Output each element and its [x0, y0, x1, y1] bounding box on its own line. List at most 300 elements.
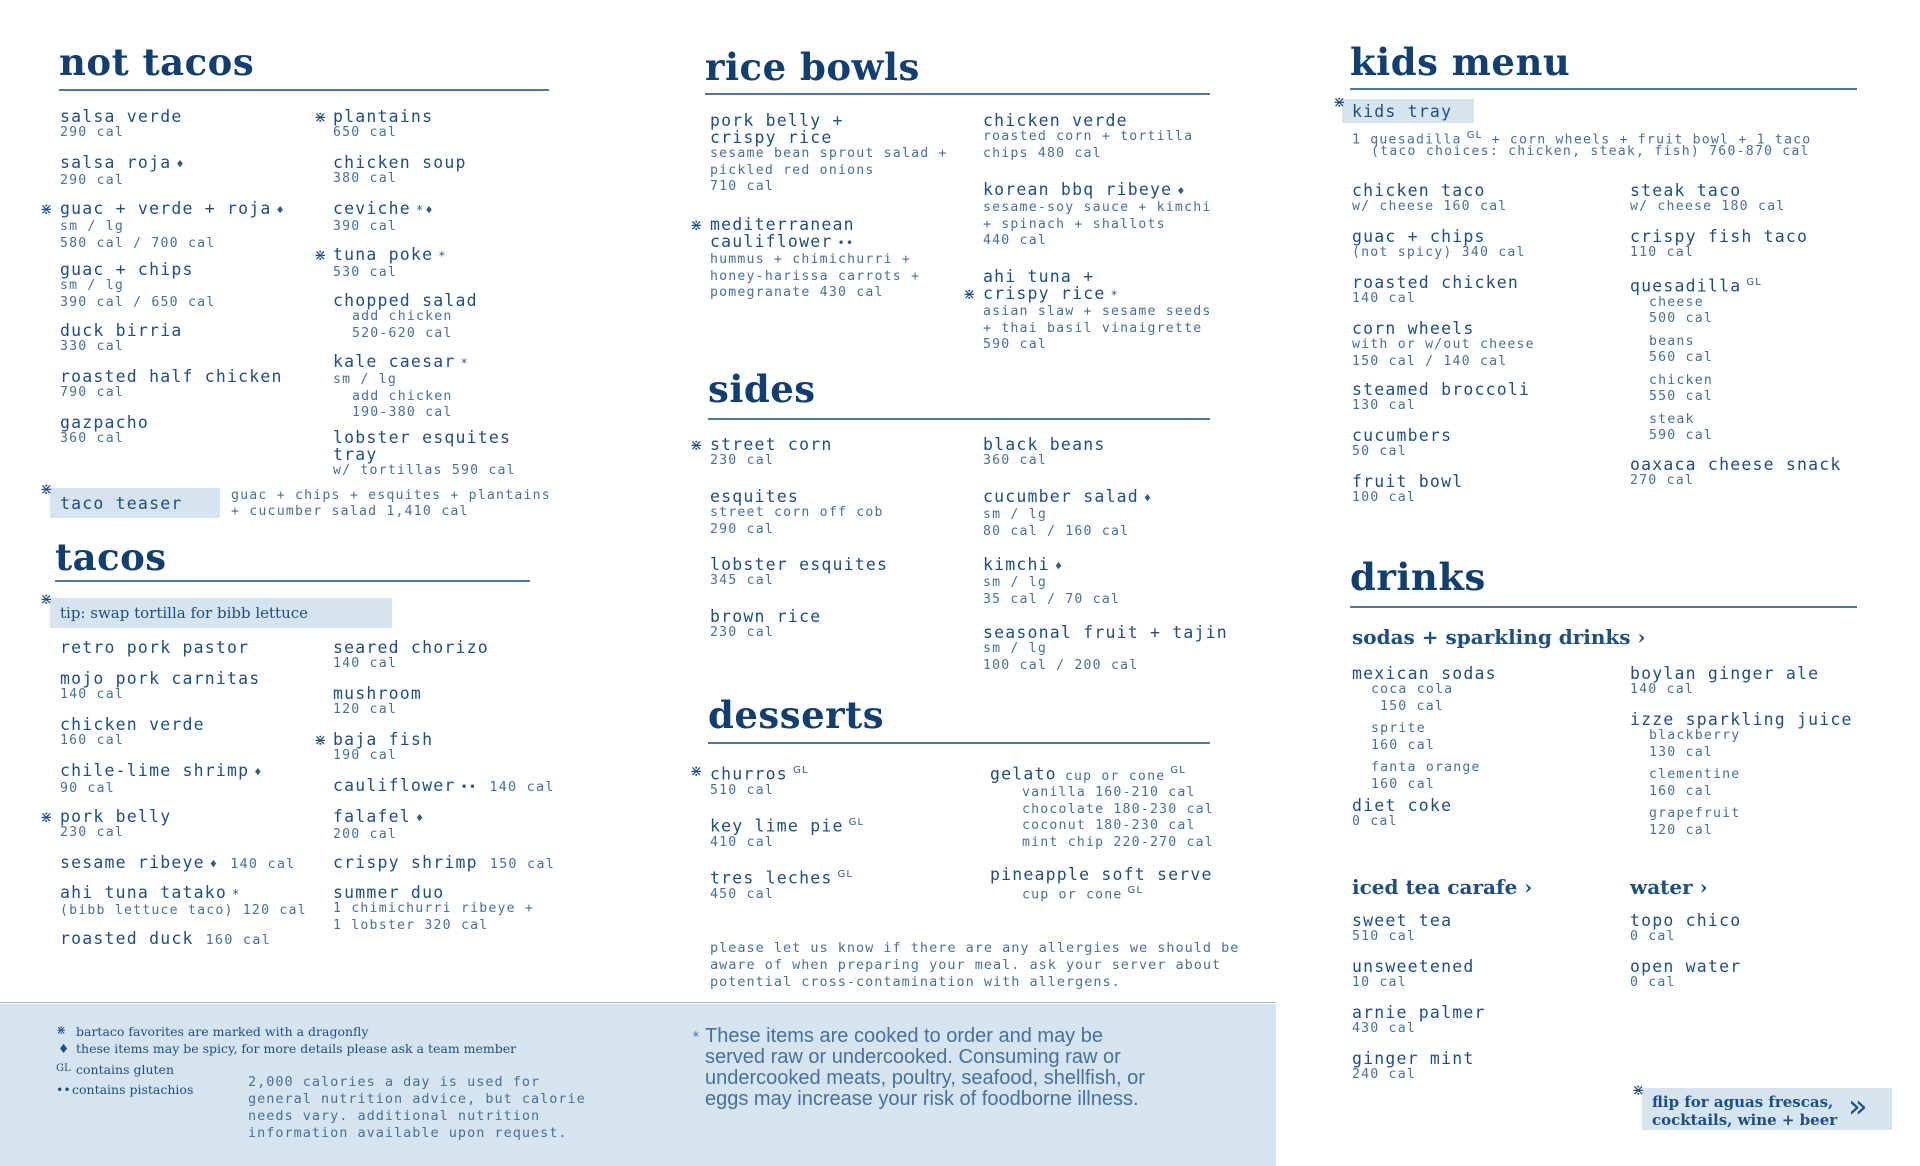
- raw-food-note-line: undercooked meats, poultry, seafood, shellfish, or: [705, 1067, 1145, 1089]
- nutrition-note-line: general nutrition advice, but calorie: [248, 1091, 586, 1107]
- item-description: pickled red onions: [710, 162, 875, 178]
- item-calories: 140 cal: [1630, 682, 1694, 697]
- item-calories: 500 cal: [1649, 311, 1713, 326]
- dragonfly-icon: ⋇: [40, 200, 53, 218]
- item-calories: 410 cal: [710, 834, 774, 850]
- item-calories: 650 cal: [333, 125, 397, 140]
- item-option: grapefruit: [1649, 806, 1741, 821]
- nutrition-note-line: information available upon request.: [248, 1125, 568, 1141]
- menu-item-pork-belly-crispy-rice: [710, 112, 948, 196]
- item-calories: 0 cal: [1630, 929, 1676, 944]
- item-calories: 510 cal: [1352, 929, 1416, 944]
- item-calories: 390 cal: [333, 219, 397, 234]
- item-name: lobster esquites: [333, 428, 512, 447]
- item-calories: 90 cal: [60, 781, 115, 796]
- item-name: plantains: [333, 107, 434, 126]
- gluten-icon: GL: [1746, 277, 1763, 288]
- taco-teaser-line2: + cucumber salad 1,410 cal: [231, 504, 469, 519]
- menu-item-crispy-shrimp: [333, 854, 555, 873]
- menu-item-boylan-ginger-ale: [1630, 665, 1819, 699]
- item-option: beans: [1649, 333, 1695, 349]
- item-calories: 510 cal: [710, 782, 774, 798]
- item-calories: 390 cal / 650 cal: [60, 294, 216, 310]
- item-name: pork belly +: [710, 111, 844, 130]
- gelato-flavor: coconut 180-230 cal: [1022, 818, 1196, 833]
- menu-item-pork-belly-taco: [60, 808, 171, 842]
- menu-item-gazpacho: [60, 414, 149, 448]
- item-calories: 430 cal: [1352, 1021, 1416, 1036]
- pistachio-icon: ••: [837, 236, 855, 250]
- item-name: oaxaca cheese snack: [1630, 455, 1842, 474]
- gluten-icon: GL: [792, 765, 809, 776]
- item-calories: 160 cal: [60, 733, 124, 748]
- section-title-not-tacos: not tacos: [59, 40, 255, 84]
- item-note: cup or cone: [1022, 887, 1123, 903]
- item-calories: 230 cal: [60, 825, 124, 840]
- item-name: street corn: [710, 435, 833, 454]
- spicy-icon: ♦: [254, 765, 263, 779]
- section-divider: [1350, 606, 1857, 608]
- item-name: chicken soup: [333, 153, 467, 172]
- raw-food-note-line: served raw or undercooked. Consuming raw or: [705, 1046, 1121, 1068]
- section-divider: [55, 580, 530, 582]
- item-name: diet coke: [1352, 796, 1453, 815]
- item-calories: 110 cal: [1630, 245, 1694, 260]
- item-calories: 520-620 cal: [352, 325, 453, 341]
- menu-item-topo-chico: [1630, 912, 1741, 946]
- item-calories: 140 cal: [1352, 291, 1416, 306]
- tacos-tip: tip: swap tortilla for bibb lettuce: [60, 604, 309, 622]
- item-name: brown rice: [710, 607, 822, 626]
- item-name: key lime pie: [710, 816, 844, 836]
- item-description: with or w/out cheese: [1352, 337, 1535, 352]
- item-name: tuna poke: [333, 245, 434, 264]
- item-name: mushroom: [333, 684, 423, 703]
- menu-item-mediterranean-cauliflower: [710, 216, 920, 302]
- menu-item-street-corn: [710, 436, 832, 470]
- item-calories: 230 cal: [710, 453, 774, 468]
- drinks-subheading-water: water ›: [1630, 875, 1708, 899]
- menu-item-black-beans: [983, 436, 1105, 470]
- item-name: korean bbq ribeye: [983, 180, 1173, 199]
- menu-item-unsweetened: [1352, 958, 1474, 992]
- dragonfly-icon: ⋇: [40, 808, 53, 826]
- item-name-line2: cauliflower: [710, 232, 833, 251]
- item-calories: 290 cal: [60, 173, 124, 188]
- item-calories: 130 cal: [1352, 398, 1416, 413]
- item-calories: 330 cal: [60, 339, 124, 354]
- item-name: seared chorizo: [333, 638, 489, 657]
- item-name: roasted half chicken: [60, 367, 283, 386]
- item-name: chile-lime shrimp: [60, 761, 250, 780]
- item-size: sm / lg: [983, 575, 1047, 590]
- item-name: steamed broccoli: [1352, 380, 1531, 399]
- kids-tray-label: kids tray: [1352, 102, 1453, 121]
- item-name: ceviche: [333, 199, 411, 218]
- item-name: mexican sodas: [1352, 664, 1497, 683]
- taco-teaser-label: taco teaser: [60, 494, 183, 513]
- menu-item-guac-chips: [60, 261, 215, 311]
- item-calories: 140 cal: [333, 656, 397, 671]
- item-name-line2: crispy rice: [983, 284, 1106, 303]
- item-calories: 150 cal: [489, 856, 556, 872]
- menu-item-mojo-pork-carnitas: [60, 670, 260, 704]
- item-name: esquites: [710, 487, 800, 506]
- item-name: ahi tuna +: [983, 267, 1095, 286]
- dragonfly-icon: ⋇: [1632, 1081, 1645, 1099]
- item-calories: 290 cal: [60, 125, 124, 140]
- item-option: cheese: [1649, 294, 1704, 310]
- section-divider: [705, 93, 1210, 95]
- raw-asterisk-icon: *: [460, 356, 469, 370]
- dragonfly-icon: ⋇: [56, 1023, 67, 1037]
- item-calories: 360 cal: [60, 431, 124, 446]
- menu-item-kids-roasted-chicken: [1352, 274, 1519, 308]
- item-name: izze sparkling juice: [1630, 710, 1853, 729]
- gelato-flavor: vanilla 160-210 cal: [1022, 785, 1196, 800]
- dragonfly-icon: ⋇: [40, 590, 53, 608]
- item-calories: chips 480 cal: [983, 145, 1102, 161]
- menu-item-falafel: [333, 808, 424, 844]
- gluten-icon: GL: [1466, 130, 1483, 141]
- raw-asterisk-icon: *: [232, 887, 241, 901]
- item-calories: w/ tortillas 590 cal: [333, 463, 516, 478]
- item-name: boylan ginger ale: [1630, 664, 1820, 683]
- item-name: cucumbers: [1352, 426, 1453, 445]
- spicy-icon: ♦: [1177, 184, 1186, 198]
- menu-item-brown-rice: [710, 608, 821, 642]
- spicy-icon: ♦: [276, 203, 285, 217]
- footer-divider: [0, 1002, 1276, 1003]
- item-description: sesame bean sprout salad +: [710, 146, 948, 161]
- item-calories: (not spicy) 340 cal: [1352, 245, 1526, 260]
- menu-item-kids-guac-chips: [1352, 228, 1526, 262]
- kids-tray-quesadilla: 1 quesadilla: [1352, 132, 1462, 148]
- item-name: pineapple soft serve: [990, 865, 1213, 884]
- nutrition-note-line: needs vary. additional nutrition: [248, 1108, 541, 1124]
- item-calories: 50 cal: [1352, 444, 1407, 459]
- section-title-sides: sides: [708, 367, 816, 411]
- item-name: gelato: [990, 764, 1057, 784]
- item-option: add chicken: [352, 309, 453, 324]
- double-chevron-right-icon[interactable]: »: [1848, 1087, 1868, 1125]
- menu-item-ahi-tuna-crispy-rice: [983, 268, 1212, 354]
- item-calories: pomegranate 430 cal: [710, 285, 884, 300]
- item-calories: 1 lobster 320 cal: [333, 917, 489, 933]
- menu-item-seasonal-fruit-tajin: [983, 624, 1228, 674]
- kids-tray-line2: (taco choices: chicken, steak, fish) 760-870 cal: [1371, 144, 1810, 159]
- menu-item-ceviche: [333, 200, 434, 236]
- menu-item-kids-quesadilla: [1630, 274, 1762, 445]
- item-name: kale caesar: [333, 352, 456, 371]
- item-calories: 440 cal: [983, 233, 1047, 248]
- allergy-note-line: please let us know if there are any allergies we should be: [710, 940, 1240, 956]
- legend-gluten: contains gluten: [76, 1062, 175, 1077]
- drinks-subheading-sodas: sodas + sparkling drinks ›: [1352, 625, 1646, 649]
- item-calories: 140 cal: [230, 856, 296, 872]
- item-name: quesadilla: [1630, 276, 1742, 296]
- dragonfly-icon: ⋇: [314, 731, 327, 749]
- item-name: kimchi: [983, 555, 1050, 574]
- item-name: cucumber salad: [983, 487, 1139, 506]
- item-calories: 140 cal: [489, 779, 555, 795]
- item-name: duck birria: [60, 321, 183, 340]
- gluten-icon: GL: [848, 817, 865, 828]
- item-description: + spinach + shallots: [983, 216, 1166, 232]
- item-description: honey-harissa carrots +: [710, 268, 921, 284]
- gelato-flavor: mint chip 220-270 cal: [1022, 834, 1214, 850]
- menu-item-kids-cucumbers: [1352, 427, 1452, 461]
- flip-callout-line2: cocktails, wine + beer: [1652, 1111, 1838, 1129]
- item-calories: 550 cal: [1649, 389, 1713, 404]
- item-description: 1 chimichurri ribeye +: [333, 901, 535, 916]
- item-name: falafel: [333, 807, 411, 826]
- item-calories: 150 cal: [1380, 698, 1444, 714]
- gluten-icon: GL: [837, 869, 854, 880]
- spicy-icon: ♦: [1143, 491, 1153, 505]
- item-calories: 120 cal: [1649, 822, 1713, 838]
- menu-item-kids-corn-wheels: [1352, 320, 1535, 370]
- menu-item-kale-caesar: [333, 353, 469, 422]
- item-calories: 240 cal: [1352, 1067, 1416, 1082]
- item-option: coca cola: [1371, 682, 1454, 697]
- item-calories: 35 cal / 70 cal: [983, 591, 1121, 607]
- menu-item-guac-verde-roja: [60, 200, 285, 252]
- item-name: seasonal fruit + tajin: [983, 623, 1228, 642]
- item-name: lobster esquites: [710, 555, 889, 574]
- item-option: fanta orange: [1371, 760, 1481, 775]
- item-calories: 590 cal: [1649, 428, 1713, 443]
- item-name: chicken verde: [983, 111, 1128, 130]
- menu-item-chopped-salad: [333, 292, 478, 342]
- item-description: + thai basil vinaigrette: [983, 320, 1203, 336]
- section-title-drinks: drinks: [1350, 555, 1486, 599]
- item-calories: 150 cal / 140 cal: [1352, 353, 1508, 369]
- dragonfly-icon: ⋇: [314, 108, 327, 126]
- item-name: pork belly: [60, 807, 172, 826]
- item-calories: 100 cal: [1352, 490, 1416, 505]
- spicy-icon: ♦: [209, 857, 219, 871]
- menu-item-pineapple-soft-serve: [990, 866, 1213, 904]
- menu-item-kids-steamed-broccoli: [1352, 381, 1530, 415]
- item-calories: 80 cal / 160 cal: [983, 523, 1130, 539]
- flip-callout-line1: flip for aguas frescas,: [1652, 1093, 1834, 1111]
- menu-item-ahi-tuna-tatako: [60, 884, 307, 920]
- legend-spicy: these items may be spicy, for more details please ask a team member: [76, 1041, 517, 1056]
- section-divider: [1350, 88, 1857, 90]
- item-name: crispy fish taco: [1630, 227, 1809, 246]
- spicy-icon: ♦: [176, 157, 185, 171]
- item-calories: 580 cal / 700 cal: [60, 235, 216, 251]
- item-name: unsweetened: [1352, 957, 1475, 976]
- item-name: open water: [1630, 957, 1742, 976]
- item-option: steak: [1649, 411, 1695, 427]
- item-description: hummus + chimichurri +: [710, 252, 912, 267]
- menu-item-sesame-ribeye: [60, 854, 295, 873]
- item-name: salsa verde: [60, 107, 183, 126]
- raw-asterisk-icon: *: [438, 249, 447, 263]
- menu-item-ginger-mint: [1352, 1050, 1474, 1084]
- menu-item-esquites: [710, 488, 884, 538]
- item-calories: 100 cal / 200 cal: [983, 657, 1139, 673]
- item-name: ahi tuna tatako: [60, 883, 228, 902]
- item-name: topo chico: [1630, 911, 1742, 930]
- item-name: salsa roja: [60, 153, 172, 172]
- menu-item-diet-coke: [1352, 797, 1452, 831]
- gluten-icon: GL: [1170, 765, 1187, 776]
- menu-item-duck-birria: [60, 322, 182, 356]
- dragonfly-icon: ⋇: [690, 216, 703, 234]
- legend-favorites: bartaco favorites are marked with a dragonfly: [76, 1024, 369, 1039]
- item-name: roasted chicken: [1352, 273, 1520, 292]
- item-name: mojo pork carnitas: [60, 669, 261, 688]
- section-divider: [708, 742, 1210, 744]
- item-calories: 530 cal: [333, 265, 397, 280]
- item-option: clementine: [1649, 767, 1741, 782]
- item-calories: 360 cal: [983, 453, 1047, 468]
- item-name: baja fish: [333, 730, 434, 749]
- item-calories: 0 cal: [1630, 975, 1676, 990]
- menu-item-lobster-esquites: [710, 556, 888, 590]
- item-name: summer duo: [333, 883, 445, 902]
- item-calories: 590 cal: [983, 337, 1047, 352]
- item-name-line2: tray: [333, 445, 378, 464]
- dragonfly-icon: ⋇: [1333, 93, 1346, 111]
- item-calories: 345 cal: [710, 573, 774, 588]
- item-calories: 450 cal: [710, 886, 774, 902]
- item-name: gazpacho: [60, 413, 150, 432]
- menu-item-korean-bbq-ribeye: [983, 181, 1212, 250]
- item-description: asian slaw + sesame seeds: [983, 304, 1212, 319]
- item-calories: 270 cal: [1630, 473, 1694, 488]
- item-calories: 160 cal: [1371, 776, 1435, 792]
- menu-item-kids-fruit-bowl: [1352, 473, 1463, 507]
- item-name: chicken taco: [1352, 181, 1486, 200]
- drinks-subheading-iced-tea: iced tea carafe ›: [1352, 875, 1533, 899]
- item-option: sprite: [1371, 721, 1426, 736]
- kids-tray-contents: + corn wheels + fruit bowl + 1 taco: [1491, 132, 1812, 148]
- item-name: roasted duck: [60, 929, 194, 948]
- menu-item-summer-duo: [333, 884, 534, 934]
- item-calories: 200 cal: [333, 827, 397, 842]
- item-calories: 130 cal: [1649, 744, 1713, 760]
- allergy-note-line: aware of when preparing your meal. ask your server about: [710, 957, 1222, 973]
- item-calories: 290 cal: [710, 521, 774, 537]
- menu-item-churros: [710, 762, 809, 799]
- item-calories: 380 cal: [333, 171, 397, 186]
- item-calories: 120 cal: [333, 702, 397, 717]
- item-name: guac + verde + roja: [60, 199, 272, 218]
- item-name: fruit bowl: [1352, 472, 1464, 491]
- gluten-icon: GL: [56, 1063, 71, 1074]
- item-calories: 790 cal: [60, 385, 124, 400]
- item-name: cauliflower: [333, 776, 456, 795]
- menu-item-baja-fish: [333, 731, 433, 765]
- item-name: steak taco: [1630, 181, 1742, 200]
- item-calories: 190-380 cal: [352, 405, 453, 420]
- menu-item-izze-sparkling-juice: [1630, 711, 1853, 839]
- menu-item-chicken-soup: [333, 154, 467, 188]
- item-note: cup or cone: [1064, 768, 1166, 784]
- dragonfly-icon: ⋇: [314, 246, 327, 264]
- item-calories: (bibb lettuce taco) 120 cal: [60, 903, 307, 918]
- item-description: sesame-soy sauce + kimchi: [983, 200, 1212, 215]
- item-calories: 560 cal: [1649, 350, 1713, 365]
- section-divider: [708, 418, 1210, 420]
- menu-item-chicken-verde-taco: [60, 716, 205, 750]
- menu-item-tuna-poke: [333, 246, 447, 282]
- item-size: sm / lg: [60, 278, 124, 293]
- menu-item-mushroom: [333, 685, 422, 719]
- item-calories: 190 cal: [333, 748, 397, 763]
- item-description: roasted corn + tortilla: [983, 129, 1194, 144]
- spicy-icon: ♦: [425, 203, 434, 217]
- section-divider: [59, 89, 549, 91]
- item-name: sesame ribeye: [60, 853, 205, 872]
- menu-item-chicken-verde-bowl: [983, 112, 1193, 162]
- item-calories: 10 cal: [1352, 975, 1407, 990]
- legend-pistachios: contains pistachios: [72, 1082, 194, 1097]
- item-name: mediterranean: [710, 215, 855, 234]
- section-title-desserts: desserts: [708, 693, 885, 737]
- item-name: tres leches: [710, 868, 833, 888]
- pistachio-icon: ••: [56, 1082, 71, 1097]
- item-name: corn wheels: [1352, 319, 1475, 338]
- menu-item-cucumber-salad: [983, 488, 1152, 540]
- menu-item-retro-pork-pastor: [60, 639, 249, 656]
- section-title-rice-bowls: rice bowls: [705, 45, 920, 89]
- menu-item-kids-crispy-fish-taco: [1630, 228, 1808, 262]
- item-description: street corn off cob: [710, 505, 884, 520]
- raw-food-note-line: eggs may increase your risk of foodborne illness.: [705, 1088, 1139, 1110]
- item-option: add chicken: [352, 388, 453, 404]
- item-calories: 230 cal: [710, 625, 774, 640]
- menu-item-arnie-palmer: [1352, 1004, 1486, 1038]
- menu-item-salsa-verde: [60, 108, 182, 142]
- item-name: guac + chips: [60, 260, 194, 279]
- gelato-flavor: chocolate 180-230 cal: [1022, 801, 1214, 817]
- dragonfly-icon: ⋇: [690, 436, 703, 454]
- gluten-icon: GL: [1127, 885, 1144, 896]
- menu-item-roasted-half-chicken: [60, 368, 283, 402]
- spicy-icon: ♦: [415, 811, 425, 825]
- section-title-kids-menu: kids menu: [1350, 40, 1571, 84]
- spicy-icon: ♦: [1054, 559, 1064, 573]
- raw-asterisk-icon: *: [415, 203, 425, 217]
- item-name: sweet tea: [1352, 911, 1453, 930]
- dragonfly-icon: ⋇: [690, 762, 703, 780]
- section-title-tacos: tacos: [55, 535, 167, 579]
- item-name: arnie palmer: [1352, 1003, 1486, 1022]
- menu-item-kids-oaxaca-cheese-snack: [1630, 456, 1842, 490]
- menu-item-sweet-tea: [1352, 912, 1452, 946]
- taco-teaser-line1: guac + chips + esquites + plantains: [231, 488, 551, 503]
- menu-item-cauliflower-taco: [333, 777, 555, 796]
- nutrition-note-line: 2,000 calories a day is used for: [248, 1074, 541, 1090]
- item-calories: 0 cal: [1352, 814, 1398, 829]
- menu-item-salsa-roja: [60, 154, 185, 190]
- menu-item-mexican-sodas: [1352, 665, 1497, 793]
- menu-item-seared-chorizo: [333, 639, 489, 673]
- item-size: sm / lg: [983, 641, 1047, 656]
- item-calories: w/ cheese 180 cal: [1630, 199, 1786, 214]
- item-calories: 710 cal: [710, 179, 774, 194]
- menu-item-lobster-esquites-tray: [333, 429, 516, 480]
- menu-item-open-water: [1630, 958, 1741, 992]
- item-calories: w/ cheese 160 cal: [1352, 199, 1508, 214]
- spicy-icon: ♦: [58, 1041, 70, 1056]
- raw-asterisk-icon: *: [1110, 288, 1119, 302]
